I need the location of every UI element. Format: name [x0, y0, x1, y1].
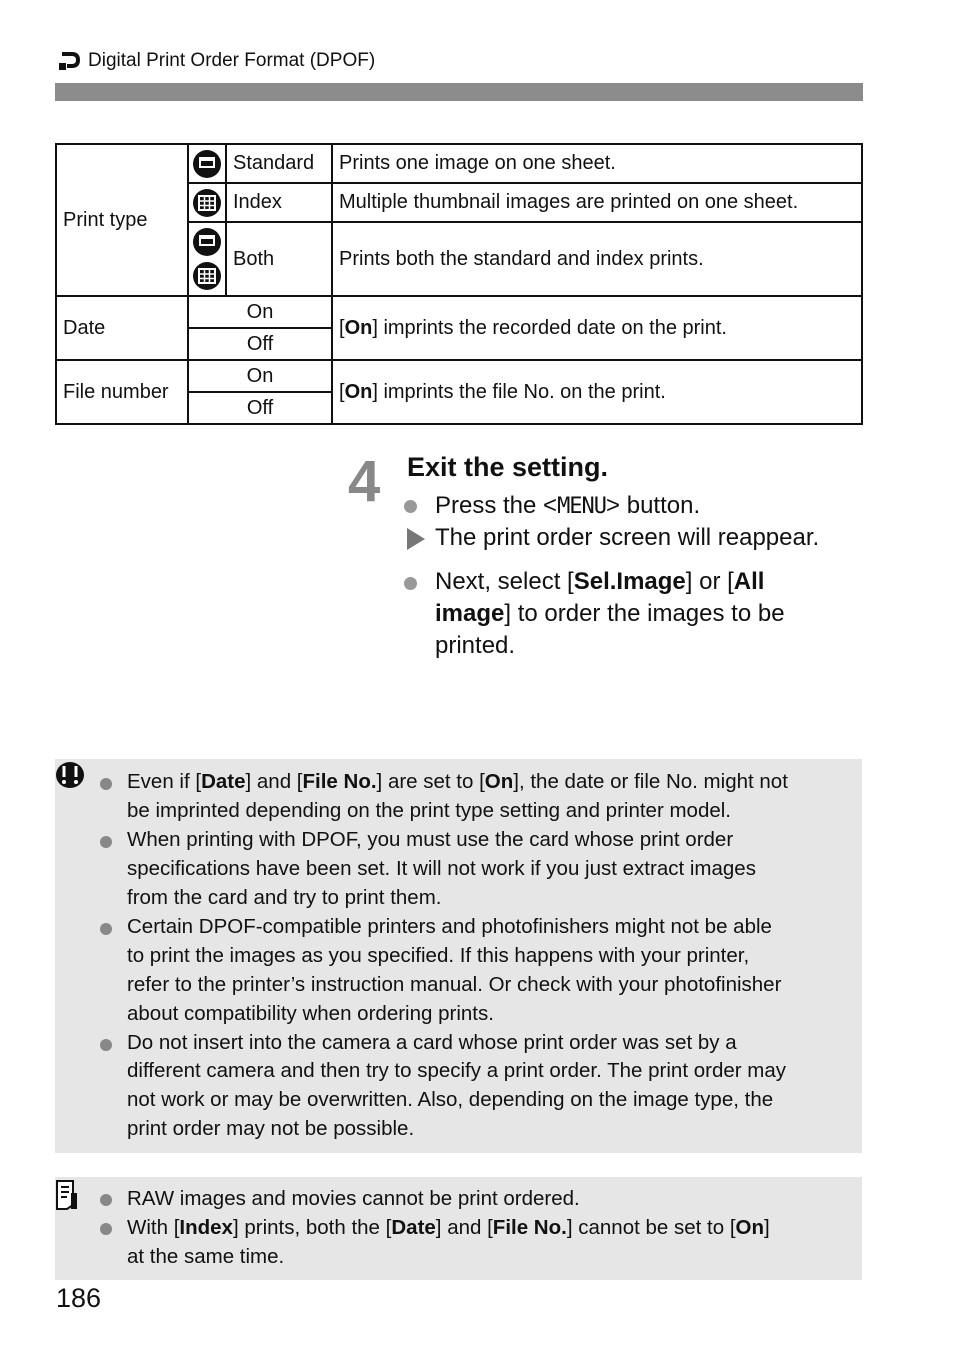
- caution-box: [55, 759, 862, 1153]
- desc-standard: Prints one image on one sheet.: [332, 144, 862, 183]
- note-line-1: RAW images and movies cannot be print ordered.: [127, 1187, 580, 1210]
- bullet-dot: [100, 836, 112, 848]
- header-title: Digital Print Order Format (DPOF): [88, 50, 376, 71]
- page-header: [58, 50, 375, 72]
- bullet-dot: [404, 500, 417, 513]
- step-number: 4: [348, 449, 381, 514]
- date-off: Off: [188, 328, 332, 360]
- bullet-dot: [100, 1223, 112, 1235]
- caution-line-3: When printing with DPOF, you must use the card whose print order: [127, 828, 734, 851]
- next-line-1: Next, select [Sel.Image] or [All: [435, 568, 765, 595]
- caution-line-8: refer to the printer’s instruction manual. Or check with your photofinisher: [127, 973, 782, 996]
- caution-line-11: different camera and then try to specify a print order. The print order may: [127, 1059, 786, 1082]
- desc-index: Multiple thumbnail images are printed on one sheet.: [332, 183, 862, 222]
- next-line-2: image] to order the images to be: [435, 600, 785, 627]
- date-desc: [On] imprints the recorded date on the print.: [332, 296, 862, 360]
- caution-line-13: print order may not be possible.: [127, 1117, 415, 1140]
- date-on: On: [188, 296, 332, 328]
- file-number-label: File number: [56, 360, 188, 424]
- caution-line-5: from the card and try to print them.: [127, 886, 442, 909]
- standard-print-icon: [193, 150, 221, 178]
- memo-icon: [55, 1179, 79, 1211]
- print-type-label: Print type: [56, 144, 188, 296]
- caution-line-9: about compatibility when ordering prints.: [127, 1002, 494, 1025]
- print-icon: [58, 51, 80, 71]
- note-line-3: at the same time.: [127, 1245, 285, 1268]
- date-label: Date: [56, 296, 188, 360]
- caution-line-2: be imprinted depending on the print type setting and printer model.: [127, 799, 731, 822]
- header-rule: [55, 83, 863, 101]
- caution-line-1: Even if [Date] and [File No.] are set to [On], the date or file No. might not: [127, 770, 788, 793]
- bullet-dot: [100, 778, 112, 790]
- bullet-dot: [404, 577, 417, 590]
- bullet-dot: [100, 1039, 112, 1051]
- caution-line-7: to print the images as you specified. If this happens with your printer,: [127, 944, 750, 967]
- file-number-on: On: [188, 360, 332, 392]
- both-print-icon: [188, 222, 226, 296]
- note-line-2: With [Index] prints, both the [Date] and [File No.] cannot be set to [On]: [127, 1216, 770, 1239]
- menu-button-label: MENU: [557, 494, 607, 519]
- index-print-icon: [193, 262, 221, 290]
- caution-line-6: Certain DPOF-compatible printers and photofinishers might not be able: [127, 915, 772, 938]
- bullet-dot: [100, 1194, 112, 1206]
- standard-print-icon: [193, 228, 221, 256]
- file-number-off: Off: [188, 392, 332, 424]
- desc-both: Prints both the standard and index prints.: [332, 222, 862, 296]
- next-line-3: printed.: [435, 632, 516, 659]
- press-menu-line: Press the <MENU> button.: [435, 492, 701, 519]
- index-print-icon: [193, 189, 221, 217]
- caution-line-4: specifications have been set. It will not work if you just extract images: [127, 857, 756, 880]
- result-line: The print order screen will reappear.: [435, 524, 820, 551]
- notes-box: [55, 1177, 862, 1280]
- option-both: Both: [226, 222, 332, 296]
- step-title: Exit the setting.: [407, 452, 609, 482]
- file-number-desc: [On] imprints the file No. on the print.: [332, 360, 862, 424]
- option-standard: Standard: [226, 144, 332, 183]
- caution-line-10: Do not insert into the camera a card whose print order was set by a: [127, 1031, 737, 1054]
- print-settings-table: [55, 143, 863, 425]
- caution-line-12: not work or may be overwritten. Also, depending on the image type, the: [127, 1088, 774, 1111]
- option-index: Index: [226, 183, 332, 222]
- page-number: 186: [56, 1283, 102, 1313]
- caution-icon: [55, 761, 85, 789]
- result-arrow-icon: [407, 528, 425, 550]
- bullet-dot: [100, 923, 112, 935]
